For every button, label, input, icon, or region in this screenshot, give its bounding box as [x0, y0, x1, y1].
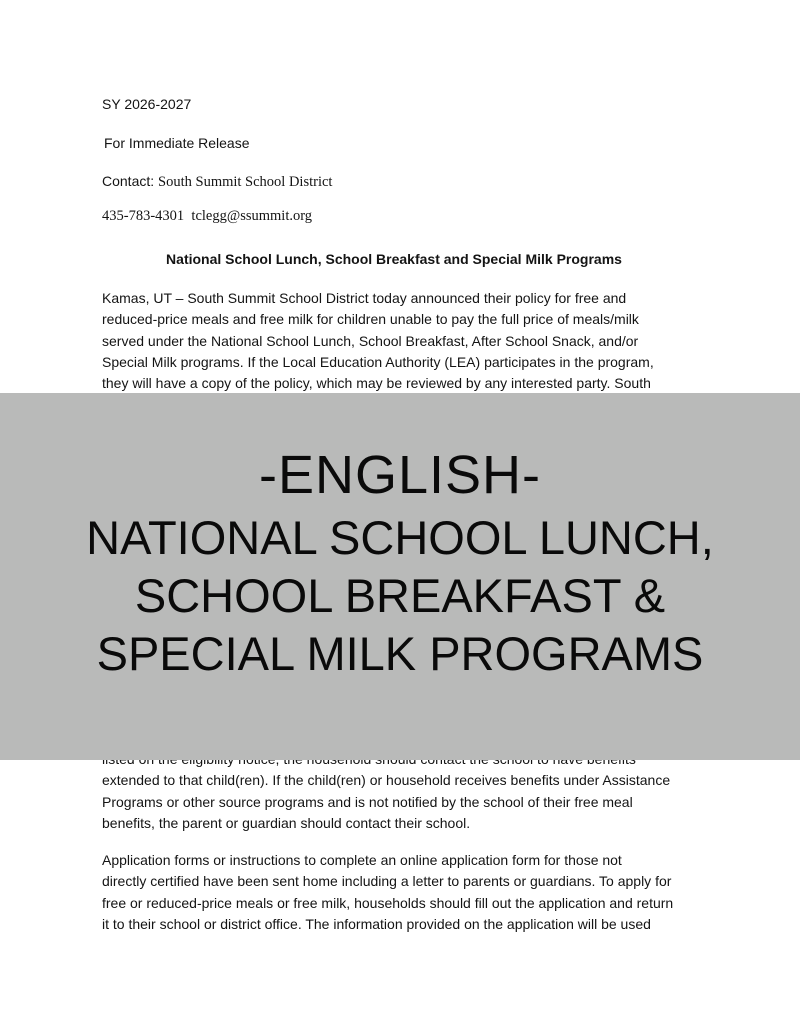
paragraph-line: directly certified have been sent home including a letter to parents or guardians. To apply for — [102, 873, 672, 890]
paragraph-line: Programs or other source programs and is not notified by the school of their free meal — [102, 793, 633, 810]
paragraph-line: extended to that child(ren). If the child(ren) or household receives benefits under Assistance — [102, 772, 671, 789]
paragraph-application — [102, 850, 712, 935]
paragraph-line: it to their school or district office. The information provided on the application will be used — [102, 915, 651, 932]
contact-line — [102, 172, 332, 191]
paragraph-line: benefits, the parent or guardian should contact their school. — [102, 814, 471, 831]
overlay-title-line: NATIONAL SCHOOL LUNCH, — [86, 511, 714, 564]
overlay-title-line: SPECIAL MILK PROGRAMS — [96, 627, 704, 680]
paragraph-line: reduced-price meals and free milk for children unable to pay the full price of meals/milk — [102, 311, 639, 328]
paragraph-line: they will have a copy of the policy, which may be reviewed by any interested party. South — [102, 375, 651, 392]
paragraph-line: Application forms or instructions to complete an online application form for those not — [102, 852, 622, 868]
paragraph-line: Kamas, UT – South Summit School District today announced their policy for free and — [102, 290, 627, 306]
language-label: -ENGLISH- — [258, 445, 542, 505]
document-title: National School Lunch, School Breakfast and Special Milk Programs — [166, 251, 622, 267]
paragraph-line: free or reduced-price meals or free milk, households should fill out the application and return — [102, 894, 674, 911]
contact-name: South Summit School District — [158, 174, 333, 190]
release-notice: For Immediate Release — [104, 135, 250, 151]
overlay-title-line: SCHOOL BREAKFAST & — [134, 569, 666, 622]
email-address: tclegg@ssummit.org — [191, 208, 313, 224]
contact-label: Contact: — [102, 173, 155, 189]
title-overlay-band — [0, 393, 800, 760]
paragraph-line: served under the National School Lunch, School Breakfast, After School Snack, and/or — [102, 332, 639, 349]
contact-details — [102, 207, 312, 225]
school-year: SY 2026-2027 — [102, 96, 192, 112]
paragraph-extension — [102, 749, 712, 834]
paragraph-line: Special Milk programs. If the Local Education Authority (LEA) participates in the program, — [102, 353, 654, 370]
phone-number: 435-783-4301 — [102, 208, 185, 224]
